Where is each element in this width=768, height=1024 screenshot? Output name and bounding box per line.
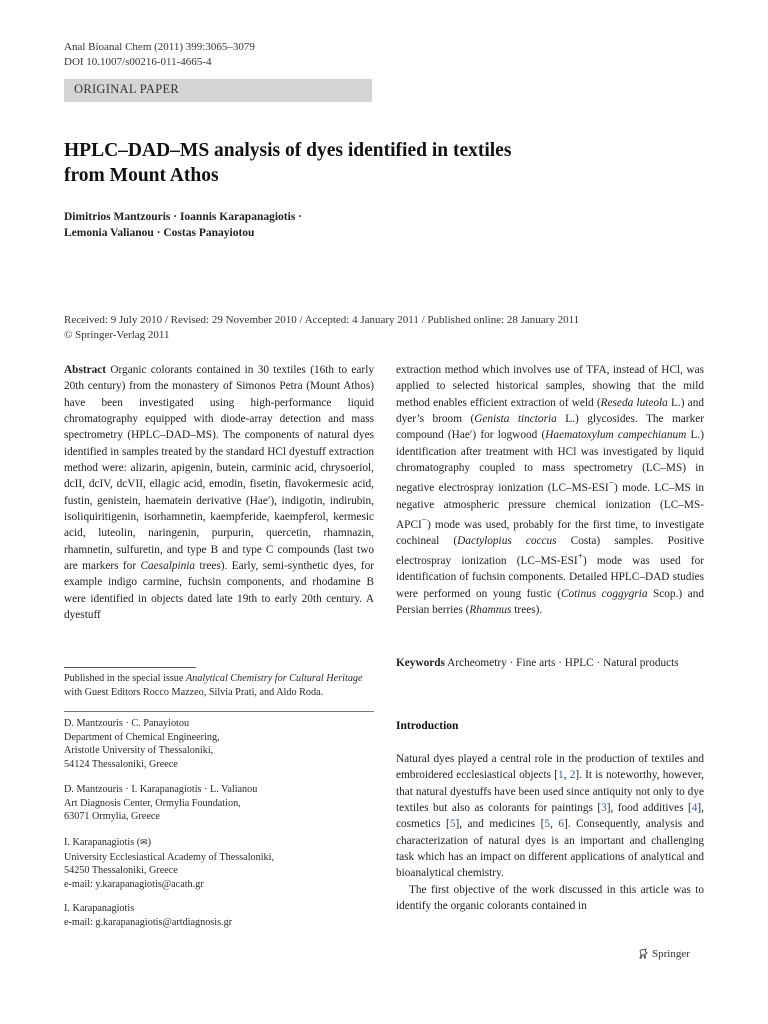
journal-citation [64,40,255,70]
superscript-minus: − [608,479,614,490]
abstract-text: ) mode. LC–MS in negative atmospheric pressure chemical ionization (LC–MS-APCI [396,482,705,531]
reference-link[interactable]: 1 [558,769,564,782]
article-type-label: ORIGINAL PAPER [74,82,180,96]
species-name: Dactylopius coccus [457,534,557,547]
reference-link[interactable]: 6 [558,818,565,831]
reference-link[interactable]: 3 [601,802,607,815]
species-name: Rhamnus [469,604,512,617]
affiliation-line: D. Mantzouris · C. Panayiotou [64,718,190,729]
affiliation-line: Art Diagnosis Center, Ormylia Foundation, [64,797,241,809]
affiliation-line: 54124 Thessaloniki, Greece [64,758,178,770]
special-issue-title: Analytical Chemistry for Cultural Heritage [185,673,363,684]
abstract-text-left-end: trees). Early, semi-synthetic dyes, for example indigo carmine, fuchsin components, and rhodamine B were identified in objects dated late 19th to early 20th century. A dyestuff [64,560,374,622]
keywords-label: Keywords [396,657,445,669]
intro-text: , [550,818,559,831]
intro-paragraph-1 [396,751,704,882]
affiliation-line: University Ecclesiastical Academy of Thessaloniki, [64,851,275,863]
springer-horse-icon [637,948,649,960]
affiliation-1 [64,717,374,771]
abstract-text-left: Organic colorants contained in 30 textiles (16th to early 20th century) from the monastery of Simonos Petra (Mount Athos) have been investigated using high-performance liquid chromatography equipped with diode-array detection and mass spectrometry (HPLC–DAD–MS). The components of natural dyes identified in samples treated by the standard HCl dyestuff extraction method were: alizarin, apigenin, butein, carminic acid, chrysoeriol, dcII, dcIV, dcVII, ellagic acid, emodin, fisetin, flavokermesic acid, fustin, genistein, haematein derivative (Hae′), indigotin, indirubin, isoliquiritigenin, isorhamnetin, kaempferide, kaempferol, kermesic acid, luteolin, naringenin, purpurin, quercetin, rhamnazin, rhamnetin, sulfuretin, and type B and type C compounds (last two are markers for [64,364,374,573]
species-name: Genista tinctoria [474,413,557,426]
introduction-heading: Introduction [396,720,459,732]
superscript-minus: − [421,515,428,526]
authors-line-2: Lemonia Valianou · Costas Panayiotou [64,227,255,239]
doi-line: DOI 10.1007/s00216-011-4665-4 [64,56,212,68]
author-list [64,209,302,241]
intro-text: ], and medicines [ [455,818,545,831]
affiliation-2 [64,783,374,824]
intro-text: ], cosmetics [ [396,802,704,831]
abstract-right-column [396,362,704,618]
copyright-line: © Springer-Verlag 2011 [64,329,170,341]
abstract-text: L.) identification after treatment with HCl was investigated by liquid chromatography coupled to mass spectrometry (LC–MS) in negative electrospray ionization (LC–MS-ESI [396,429,704,495]
author-name: I. Karapanagiotis ( [64,837,141,848]
affiliation-line: 63071 Ormylia, Greece [64,811,160,822]
species-name: Cotinus coggygria [560,587,648,600]
journal-line: Anal Bioanal Chem (2011) 399:3065–3079 [64,41,255,53]
corresponding-author [64,836,374,851]
affiliation-4 [64,902,374,929]
intro-text: , [563,769,570,782]
special-issue-editors: with Guest Editors Rocco Mazzeo, Silvia Prati, and Aldo Roda. [64,686,324,698]
publisher-logo [637,948,690,960]
publication-history [64,313,579,343]
abstract-text: ) mode was used for identification of fuchsin components. Detailed HPLC–DAD studies were performed on young fustic ( [396,555,705,600]
dates-line: Received: 9 July 2010 / Revised: 29 November 2010 / Accepted: 4 January 2011 / Published online: 28 January 2011 [64,314,580,326]
intro-paragraph-2: The first objective of the work discussed in this article was to identify the organic colorants contained in [396,883,704,913]
affiliation-line: Department of Chemical Engineering, [64,731,220,743]
intro-text: Natural dyes played a central role in the production of textiles and embroidered ecclesiastical objects [ [396,753,704,782]
abstract-text: trees). [511,604,543,617]
affiliation-3 [64,836,374,891]
title-line-2: from Mount Athos [64,165,219,186]
introduction-body [396,751,704,914]
footnote-divider [64,667,196,668]
special-issue-text: Published in the special issue [64,673,184,684]
abstract-italic-caesalpinia: Caesalpinia [140,560,196,573]
authors-line-1: Dimitrios Mantzouris · Ioannis Karapanagiotis · [64,211,303,223]
species-name: Reseda luteola [600,396,668,409]
publisher-name: Springer [652,948,690,960]
affiliation-line: Aristotle University of Thessaloniki, [64,745,214,756]
abstract-label: Abstract [64,364,107,376]
affiliation-line: 54250 Thessaloniki, Greece [64,865,178,876]
intro-text: ]. It is noteworthy, however, that natural dyestuffs have been used since antiquity not only to dye textiles but also as colorants for paintings [ [396,769,704,815]
article-title [64,138,704,188]
reference-link[interactable]: 4 [691,802,698,815]
abstract-text: ) mode was used, probably for the first time, to investigate cochineal ( [396,518,704,547]
abstract-left-column [64,362,374,624]
affiliation-line: I. Karapanagiotis [64,903,135,914]
abstract-text: Costa) samples. Positive electrospray ionization (LC–MS-ESI [396,534,704,568]
article-type-banner [64,79,372,102]
species-name: Haematoxylum campechianum [545,429,687,442]
affiliation-line: D. Mantzouris · I. Karapanagiotis · L. Valianou [64,784,258,795]
abstract-text: Scop.) and Persian berries ( [396,587,704,617]
intro-text: ], food additives [ [606,802,692,815]
reference-link[interactable]: 5 [544,818,551,831]
abstract-text: L.) and dyer’s broom ( [396,396,704,426]
keywords-block [396,655,704,671]
intro-text: ]. Consequently, analysis and characterization of natural dyes is an important and challenging task which has an impact on different applications of analytical and bioanalytical chemistry. [396,818,705,880]
envelope-icon: ✉ [140,838,148,848]
author-name-end: ) [147,837,152,848]
reference-link[interactable]: 2 [569,769,576,782]
special-issue-note [64,672,374,699]
superscript-plus: + [577,552,583,563]
email-line: e-mail: y.karapanagiotis@acath.gr [64,878,204,890]
abstract-text: extraction method which involves use of TFA, instead of HCl, was applied to selected historical samples, showing that the mild method enables efficient extraction of weld ( [396,364,704,409]
affiliation-divider [64,711,374,712]
keywords-text: Archeometry · Fine arts · HPLC · Natural products [447,657,679,669]
email-line: e-mail: g.karapanagiotis@artdiagnosis.gr [64,916,233,928]
title-line-1: HPLC–DAD–MS analysis of dyes identified in textiles [64,140,512,161]
abstract-text: L.) glycosides. The marker compound (Hae′) for logwood ( [396,413,704,442]
reference-link[interactable]: 5 [449,818,456,831]
